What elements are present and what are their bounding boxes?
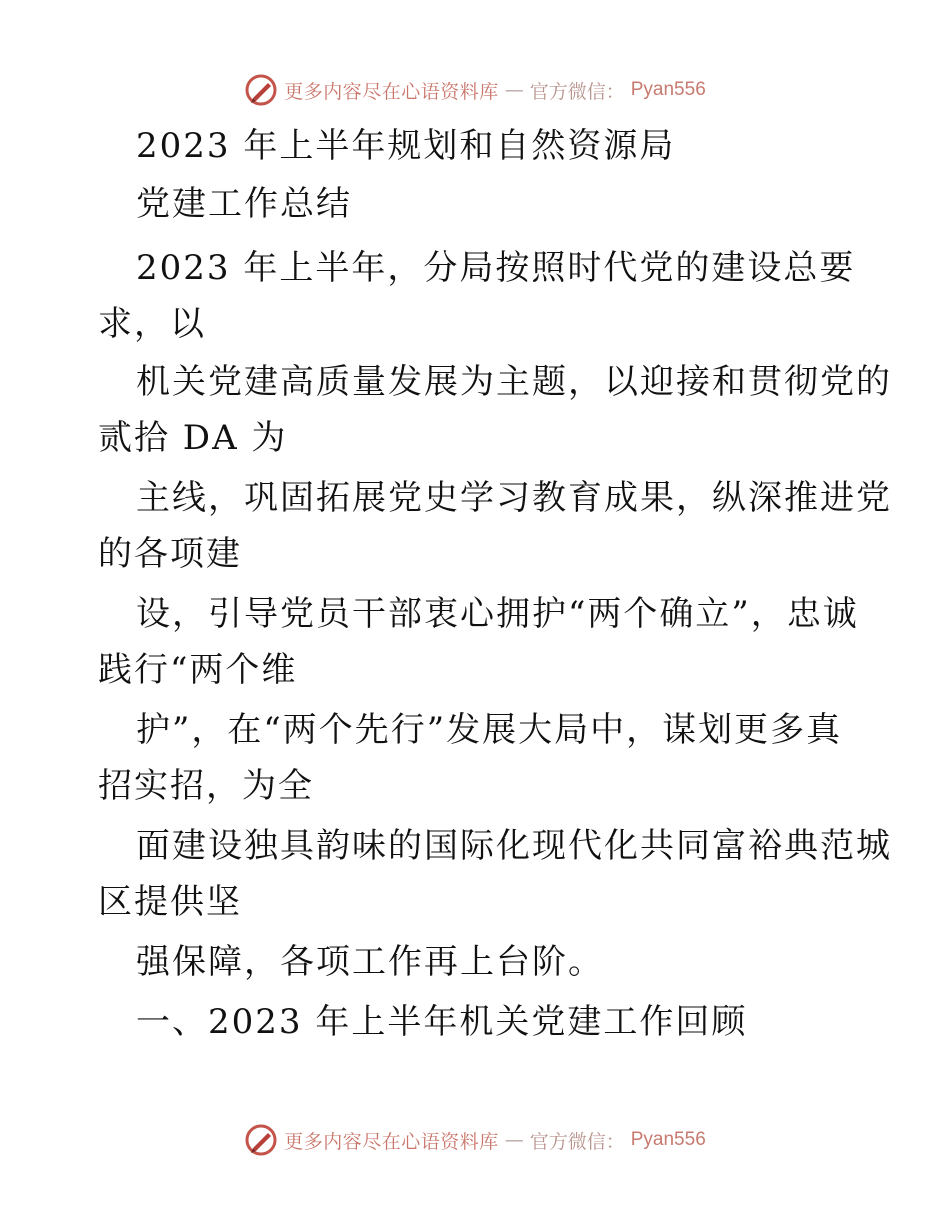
paragraph-line: 的各项建 <box>98 534 242 574</box>
paragraph-line: 践行“两个维 <box>98 650 298 690</box>
watermark-top <box>0 70 950 110</box>
paragraph-line: 强保障，各项工作再上台阶。 <box>136 942 604 982</box>
paragraph-line: 招实招，为全 <box>98 766 314 806</box>
doc-title-line-2: 党建工作总结 <box>136 184 352 224</box>
watermark-prefix: 更多内容尽在心语资料库 <box>284 1130 499 1153</box>
pen-logo-icon <box>244 73 278 107</box>
paragraph-line: 护”，在“两个先行”发展大局中，谋划更多真 <box>136 710 843 750</box>
paragraph-line: 求，以 <box>98 304 206 344</box>
watermark-id: Pyan556 <box>630 79 706 100</box>
watermark-suffix: 官方微信： <box>529 1130 625 1153</box>
paragraph-line: 机关党建高质量发展为主题，以迎接和贯彻党的 <box>136 362 892 402</box>
paragraph-line: 设，引导党员干部衷心拥护“两个确立”，忠诚 <box>136 594 859 634</box>
watermark-bottom <box>0 1120 950 1160</box>
paragraph-line: 面建设独具韵味的国际化现代化共同富裕典范城 <box>136 826 892 866</box>
watermark-dash: — <box>504 79 524 101</box>
pen-logo-icon <box>244 1123 278 1157</box>
watermark-id: Pyan556 <box>630 1129 706 1150</box>
doc-title-line-1: 2023 年上半年规划和自然资源局 <box>136 126 676 166</box>
watermark-dash: — <box>504 1129 524 1151</box>
paragraph-line: 主线，巩固拓展党史学习教育成果，纵深推进党 <box>136 478 892 518</box>
paragraph-line: 2023 年上半年，分局按照时代党的建设总要 <box>136 248 856 288</box>
section-heading: 一、2023 年上半年机关党建工作回顾 <box>136 1002 748 1042</box>
watermark-prefix: 更多内容尽在心语资料库 <box>284 80 499 103</box>
paragraph-line: 区提供坚 <box>98 882 242 922</box>
watermark-suffix: 官方微信： <box>529 80 625 103</box>
paragraph-line: 贰拾 DA 为 <box>98 418 288 458</box>
